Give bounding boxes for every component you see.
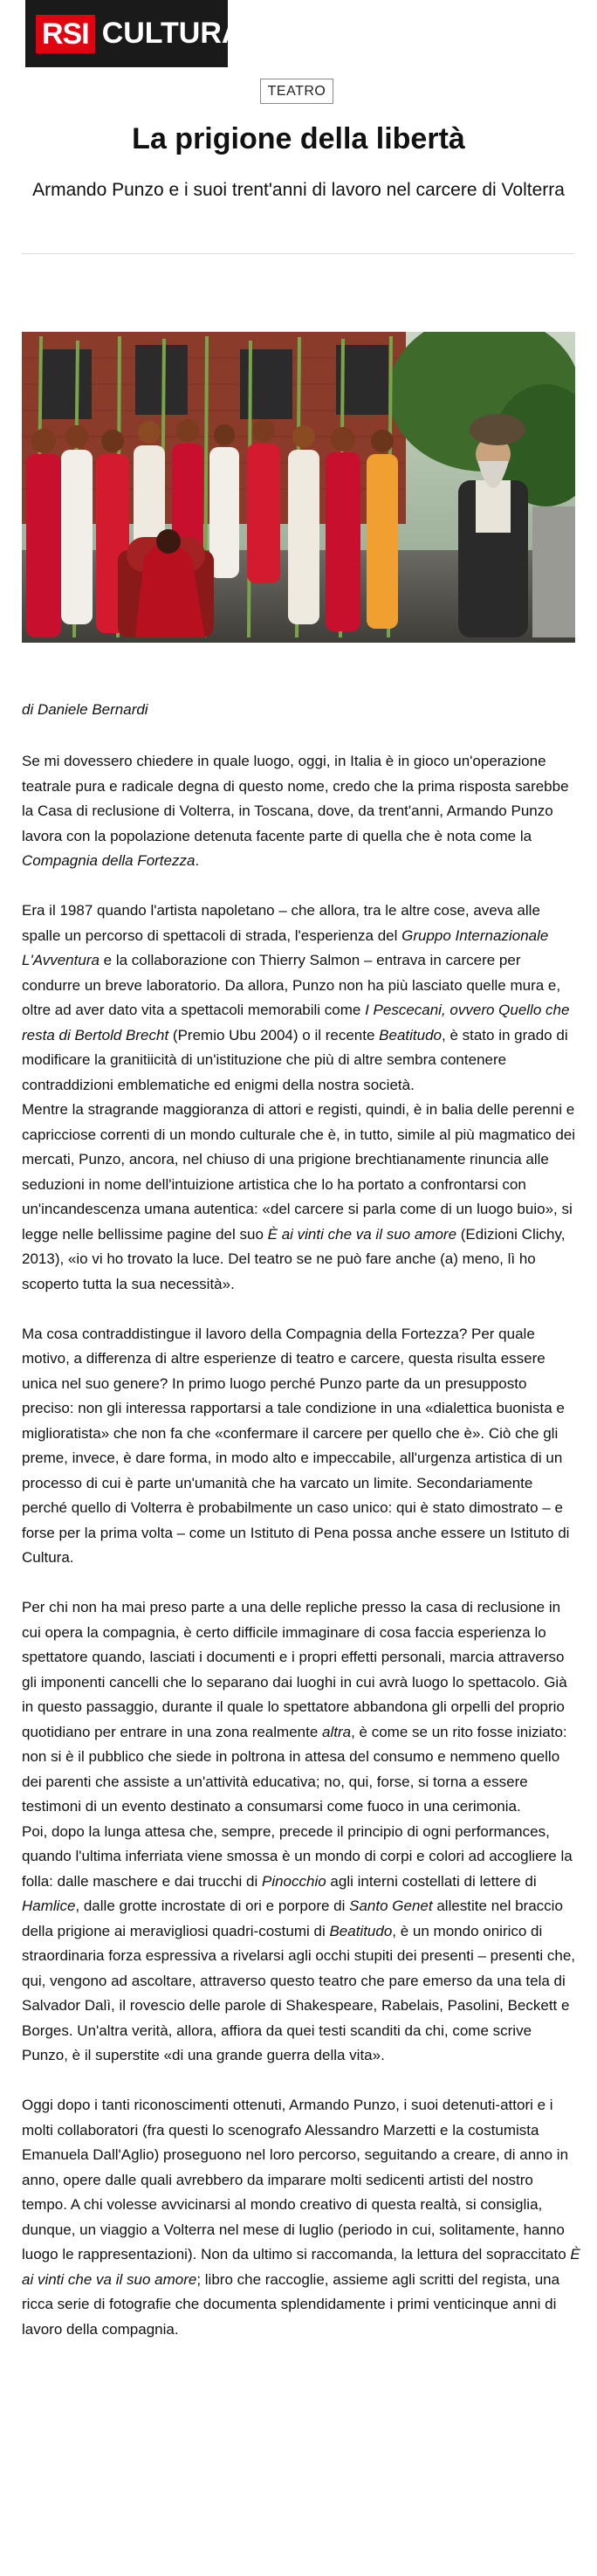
theatre-scene-photo xyxy=(22,332,575,643)
article-paragraph: Oggi dopo i tanti riconoscimenti ottenuti, Armando Punzo, i suoi detenuti-attori e i molti collaboratori (fra questi lo scenografo Alessandro Marzetti e la costumista Emanuela Dall'Aglio) proseguono nel loro percorso, seguitando a creare, di anno in anno, opere dalle quali avrebbero da imparare molti sedicenti artisti del nostro tempo. A chi volesse avvicinarsi al mondo creativo di questa realtà, si consiglia, dunque, un viaggio a Volterra nel mese di luglio (periodo in cui, solitamente, hanno luogo le rappresentazioni). Non da ultimo si raccomanda, la lettura del sopraccitato È ai vinti che va il suo amore; libro che raccoglie, assieme agli scritti del regista, una ricca serie di fotografie che documenta splendidamente i primi venticinque anni di lavoro della compagnia. xyxy=(22,2097,580,2338)
article-paragraph: Poi, dopo la lunga attesa che, sempre, precede il principio di ogni performances, quando l'ultima inferriata viene smossa è un mondo di corpi e colori ad accogliere la folla: dalle maschere e dai trucchi di Pinocchio agli interni costellati di lettere di Hamlice, dalle grotte incrostate di ori e porpore di Santo Genet allestite nel braccio della prigione ai meravigliosi quadri-costumi di Beatitudo, è un mondo onirico di straordinaria forza espressiva a rivelarsi agli occhi stupiti dei presenti – presenti che, qui, vengono ad ascoltare, attraverso questo teatro che pare emerso da una tela di Salvador Dalì, il rovescio delle parole di Shakespeare, Rabelais, Pasolini, Beckett e Borges. Un'altra verità, allora, affiora da quei testi scanditi da chi, come scrive Punzo, è il superstite «di una grande guerra della vita». xyxy=(22,1822,576,2063)
rsi-cultura-logo[interactable] xyxy=(25,0,244,67)
page-title: La prigione della libertà xyxy=(132,122,465,155)
article-paragraph: Ma cosa contraddistingue il lavoro della Compagnia della Fortezza? Per quale motivo, a differenza di altre esperienze di teatro e carcere, questa risulta essere unica nel suo genere? In primo luogo perché Punzo parte da un presupposto preciso: non gli interessa rapportarsi a tale condizione in una «dialettica buonista e miglioratista» che non fa che «confermare il carcere per quello che è». Ciò che gli preme, invece, è dare forma, in modo alto e impeccabile, all'urgenza artistica di un processo di cui è parte un'umanità che ha varcato un limite. Secondariamente perché quello di Volterra è probabilmente un caso unico: qui è stato dimostrato – e forse per la prima volta – come un Istituto di Pena possa anche essere un Istituto di Cultura. xyxy=(22,1325,570,1566)
article-paragraph: Mentre la stragrande maggioranza di attori e registi, quindi, è in balia delle perenni e capricciose correnti di un mondo culturale che è, in tutto, simile al più magmatico dei mercati, Punzo, ancora, nel chiuso di una prigione brechtianamente rinuncia alle seduzioni in nome dell'intuizione artistica che lo ha portato a confrontarsi con un'incandescenza umana autentica: «del carcere si parla come di un luogo buio», si legge nelle bellissime pagine del suo È ai vinti che va il suo amore (Edizioni Clichy, 2013), «io vi ho trovato la luce. Del teatro se ne può fare anche (a) meno, lì ho scoperto tutta la sua necessità». xyxy=(22,1101,576,1292)
header-divider xyxy=(22,253,575,254)
page-subtitle: Armando Punzo e i suoi trent'anni di lavoro nel carcere di Volterra xyxy=(32,180,565,200)
byline: di Daniele Bernardi xyxy=(22,701,148,718)
article-paragraph: Era il 1987 quando l'artista napoletano – che allora, tra le altre cose, aveva alle spalle un percorso di spettacoli di strada, l'esperienza del Gruppo Internazionale L'Avventura e la collaborazione con Thierry Salmon – entrava in carcere per condurre un breve laboratorio. Da allora, Punzo non ha più lasciato quelle mura e, oltre ad aver dato vita a spettacoli memorabili come I Pescecani, ovvero Quello che resta di Bertold Brecht (Premio Ubu 2004) o il recente Beatitudo, è stato in grado di modificare la granitiicità di un'istituzione che più di altre sembra contenere contraddizioni emblematiche ed enigmi della nostra società. xyxy=(22,902,570,1093)
article-paragraph: Se mi dovessero chiedere in quale luogo, oggi, in Italia è in gioco un'operazione teatrale pura e radicale degna di questo nome, credo che la prima risposta sarebbe la Casa di reclusione di Volterra, in Toscana, dove, da trent'anni, Armando Punzo lavora con la popolazione detenuta facente parte di quella che è nota come la Compagnia della Fortezza. xyxy=(22,753,569,869)
hero-image xyxy=(22,332,575,643)
article-body xyxy=(22,749,580,2342)
logo-wordmark: CULTURA xyxy=(101,17,244,50)
logo-rsi-mark: RSI xyxy=(36,15,95,53)
article-paragraph: Per chi non ha mai preso parte a una delle repliche presso la casa di reclusione in cui opera la compagnia, è certo difficile immaginare di cosa faccia esperienza lo spettatore quando, lasciati i documenti e i propri effetti personali, marcia attraverso gli imponenti cancelli che lo separano dai luoghi in cui avrà luogo lo spettacolo. Già in questo passaggio, durante il quale lo spettatore abbandona gli orpelli del proprio quotidiano per entrare in una zona realmente altra, è come se un rito fosse iniziato: non si è il pubblico che siede in poltrona in attesa del consumo e nemmeno quello dei parenti che assiste a un'attività educativa; no, qui, forse, si torna a essere testimoni di un evento destinato a consumarsi come fuoco in una cerimonia. xyxy=(22,1599,567,1815)
category-tag[interactable]: TEATRO xyxy=(260,79,333,104)
